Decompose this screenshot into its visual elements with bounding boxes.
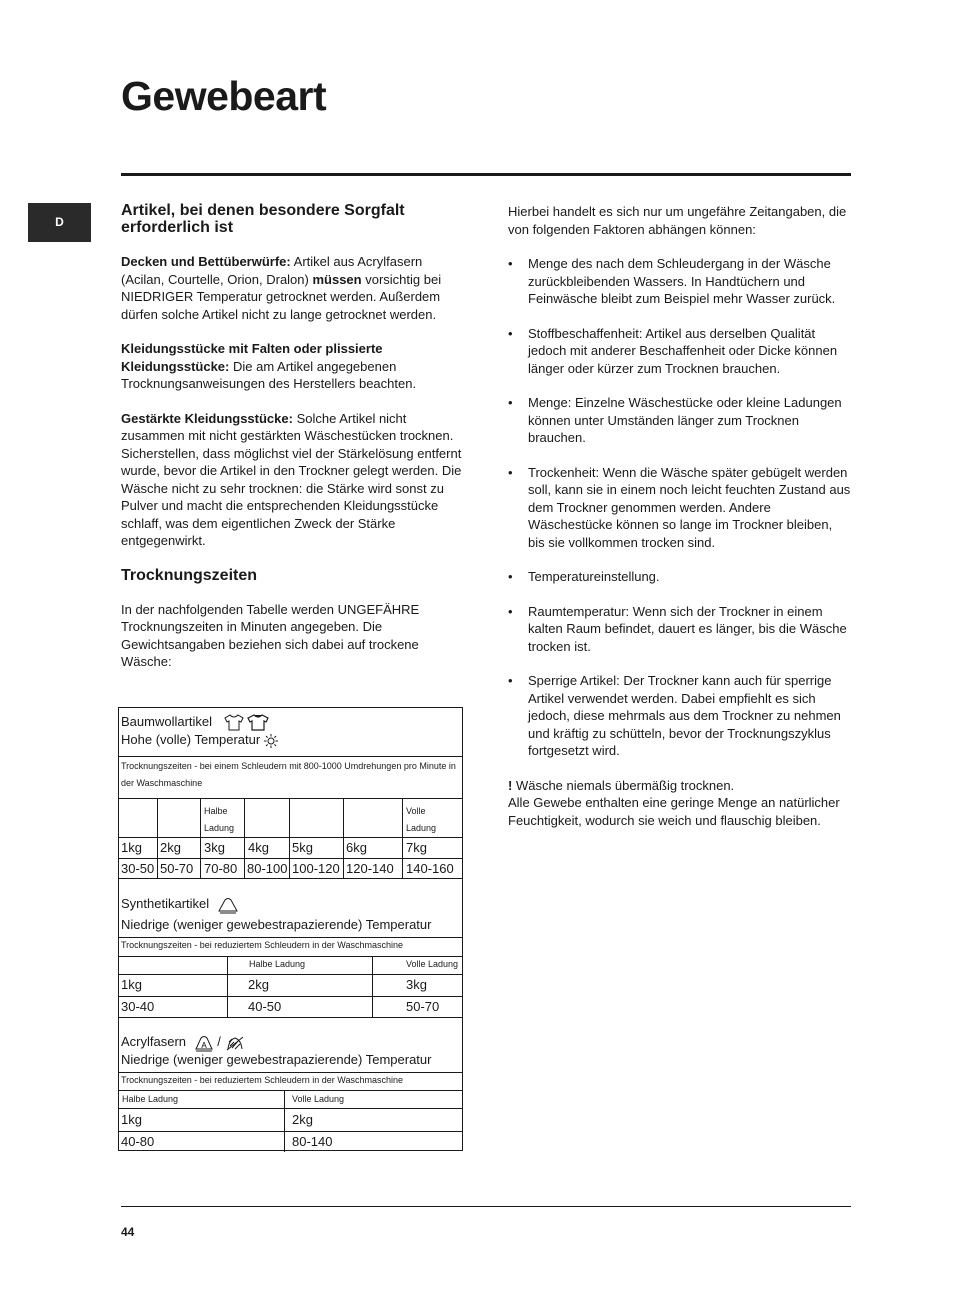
acrylic-label-row: Acrylfasern A /: [121, 1032, 245, 1052]
list-item: • Trockenheit: Wenn die Wäsche später gebügelt werden soll, kann sie in einem noch leicht feuchten Zustand aus dem Trockner genommen werden. Andere Wäschestücke können so lange im Trockner bleiben, bis sie vollkommen trocken sind.: [508, 464, 851, 550]
acrylic-time-1: 40-80: [121, 1134, 155, 1149]
acrylic-weight-2: 2kg: [292, 1112, 313, 1127]
cotton-half-load-label: Halbe Ladung: [204, 806, 235, 833]
language-tab: D: [28, 203, 91, 242]
warning-icon: !: [508, 777, 513, 793]
cotton-temp-row: Hohe (volle) Temperatur: [121, 730, 278, 750]
cotton-weight-4: 4kg: [248, 840, 269, 855]
cotton-time-1: 30-50: [121, 861, 155, 876]
bottom-divider: [121, 1206, 851, 1207]
list-item: • Temperatureinstellung.: [508, 569, 660, 584]
synthetic-time-3: 50-70: [406, 999, 440, 1014]
acrylic-care-icon: [194, 1034, 214, 1052]
synthetic-label-row: Synthetikartikel: [121, 894, 239, 914]
list-item: • Raumtemperatur: Wenn sich der Trockner in einem kalten Raum befindet, dauert es länger, bis die Wäsche trocken ist.: [508, 603, 847, 654]
svg-text:A: A: [200, 1040, 207, 1050]
synthetic-full-load-label: Volle Ladung: [406, 959, 459, 969]
acrylic-half-load-label: Halbe Ladung: [122, 1094, 179, 1104]
cotton-time-4: 80-100: [247, 861, 288, 876]
cotton-weight-2: 2kg: [160, 840, 181, 855]
blankets-paragraph: Decken und Bettüberwürfe: Artikel aus Acrylfasern (Acilan, Courtelle, Orion, Dralon) müssen vorsichtig bei NIEDRIGER Temperatur getrocknet werden. Außerdem dürfen solche Artikel nicht zu lange getrocknet werden.: [121, 254, 442, 322]
cotton-time-5: 100-120: [292, 861, 340, 876]
left-column: [121, 202, 465, 671]
starched-paragraph: Gestärkte Kleidungsstücke: Solche Artikel nicht zusammen mit nicht gestärkten Wäschestücken trocknen. Sicherstellen, dass möglichst viel der Stärkelösung entfernt wurde, bevor die Artikel in den Trockner gelegt werden. Die Wäsche nicht zu sehr trocknen: die Stärke wird sonst zu Pulver und macht die entsprechenden Kleidungsstücke schlaff, was dem eigentlichen Zweck der Stärke entgegenwirkt.: [121, 410, 462, 548]
acrylic-time-2: 80-140: [292, 1134, 333, 1149]
shirt-icon: [224, 714, 244, 731]
warning-note: ! Wäsche niemals übermäßig trocknen.: [508, 777, 735, 793]
page-title: Gewebeart: [121, 73, 327, 119]
cotton-weight-7: 7kg: [406, 840, 427, 855]
list-item: • Stoffbeschaffenheit: Artikel aus derselben Qualität jedoch mit anderer Beschaffenheit oder Dicke können länger oder kürzer zum Trocknen brauchen.: [508, 325, 838, 376]
list-item: • Menge: Einzelne Wäschestücke oder kleine Ladungen können unter Umständen länger zum Trocknen brauchen.: [508, 395, 842, 445]
synthetic-time-1: 30-40: [121, 999, 155, 1014]
acrylic-temp: Niedrige (weniger gewebestrapazierende) Temperatur: [121, 1052, 432, 1067]
list-item: • Sperrige Artikel: Der Trockner kann auch für sperrige Artikel verwendet werden. Dabei empfiehlt es sich jedoch, diese mehrmals aus dem Trockner zu nehmen und kräftig zu schütteln, bevor der Trocknungszyklus fortgesetzt wird.: [508, 673, 841, 758]
acrylic-full-load-label: Volle Ladung: [292, 1094, 345, 1104]
synthetic-time-2: 40-50: [248, 999, 282, 1014]
care-heading: Artikel, bei denen besondere Sorgfalt erforderlich ist: [121, 202, 405, 236]
factors-intro: Hierbei handelt es sich nur um ungefähre Zeitangaben, die von folgenden Faktoren abhängen können:: [508, 204, 847, 237]
drying-times-table: [118, 707, 463, 1151]
synthetic-weight-1: 1kg: [121, 977, 142, 992]
wool-care-icon: [225, 1034, 245, 1052]
synthetic-temp: Niedrige (weniger gewebestrapazierende) Temperatur: [121, 917, 432, 932]
factors-list: [508, 255, 852, 760]
sun-icon: [264, 734, 278, 748]
cotton-weight-6: 6kg: [346, 840, 367, 855]
top-divider: [121, 173, 851, 176]
drying-times-intro: In der nachfolgenden Tabelle werden UNGEFÄHRE Trocknungszeiten in Minuten angegeben. Die Gewichtsangaben beziehen sich dabei auf trockene Wäsche:: [121, 601, 420, 669]
cotton-label-row: Baumwollartikel: [121, 712, 269, 732]
cotton-time-7: 140-160: [406, 861, 454, 876]
cotton-weight-1: 1kg: [121, 840, 142, 855]
page-number: 44: [121, 1225, 135, 1239]
cotton-time-3: 70-80: [204, 861, 238, 876]
synthetic-weight-3: 3kg: [406, 977, 427, 992]
synthetic-care-icon: [217, 896, 239, 914]
drying-times-heading: Trocknungszeiten: [121, 566, 258, 584]
cotton-weight-3: 3kg: [204, 840, 225, 855]
cotton-weight-5: 5kg: [292, 840, 313, 855]
cotton-time-2: 50-70: [160, 861, 194, 876]
synthetic-half-load-label: Halbe Ladung: [249, 959, 306, 969]
shirt-filled-icon: [247, 714, 269, 731]
right-column: [508, 203, 852, 829]
list-item: • Menge des nach dem Schleudergang in der Wäsche zurückbleibenden Wassers. In Handtüchern und Feinwäsche bleibt zum Beispiel mehr Wasser zurück.: [508, 256, 836, 306]
pleated-paragraph: Kleidungsstücke mit Falten oder plissierte Kleidungsstücke: Die am Artikel angegebenen Trocknungsanweisungen des Herstellers beachten.: [121, 341, 417, 391]
moisture-note: Alle Gewebe enthalten eine geringe Menge an natürlicher Feuchtigkeit, wodurch sie weich und flauschig bleiben.: [508, 795, 840, 828]
acrylic-weight-1: 1kg: [121, 1112, 142, 1127]
synthetic-weight-2: 2kg: [248, 977, 269, 992]
cotton-note: Trocknungszeiten - bei einem Schleudern mit 800-1000 Umdrehungen pro Minute in der Waschmaschine: [121, 761, 456, 788]
cotton-full-load-label: Volle Ladung: [406, 806, 437, 833]
acrylic-note: Trocknungszeiten - bei reduziertem Schleudern in der Waschmaschine: [121, 1075, 403, 1085]
cotton-time-6: 120-140: [346, 861, 394, 876]
synthetic-note: Trocknungszeiten - bei reduziertem Schleudern in der Waschmaschine: [121, 940, 403, 950]
